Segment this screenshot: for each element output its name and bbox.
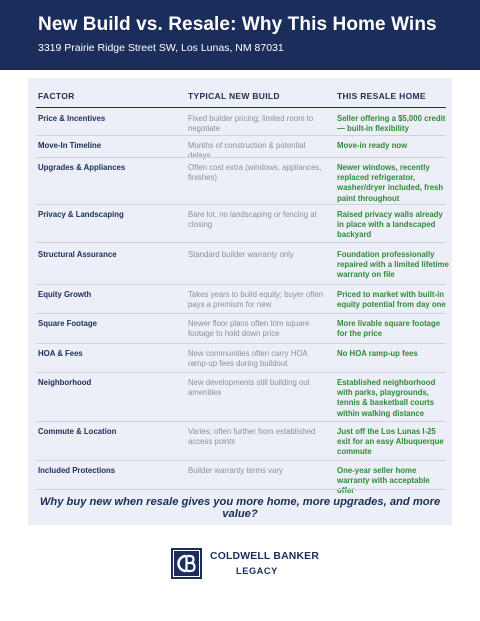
row-divider <box>36 135 446 136</box>
resale-cell: Newer windows, recently replaced refrigerator, washer/dryer included, fresh paint throughout <box>337 163 444 203</box>
new-build-cell: New communities often carry HOA ramp-up fees during buildout <box>188 349 308 369</box>
tagline: Why buy new when resale gives you more home, more upgrades, and more value? <box>39 496 441 520</box>
resale-cell: Raised privacy walls already in place with a landscaped backyard <box>337 210 443 240</box>
brand-office: LEGACY <box>236 566 278 576</box>
new-build-cell: Fixed builder pricing; limited room to negotiate <box>188 114 314 134</box>
resale-cell: Established neighborhood with parks, playgrounds, tennis & basketball courts within walking distance <box>337 378 436 418</box>
column-header-factor: FACTOR <box>38 91 75 101</box>
resale-cell: Priced to market with built-in equity potential from day one <box>337 290 446 310</box>
new-build-cell: Newer floor plans often trim square footage to hold down price <box>188 319 310 339</box>
new-build-cell: Builder warranty terms vary <box>188 466 283 475</box>
factor-cell: HOA & Fees <box>38 349 83 358</box>
row-divider <box>36 489 446 490</box>
factor-cell: Structural Assurance <box>38 250 117 259</box>
factor-cell: Move-In Timeline <box>38 141 102 150</box>
factor-cell: Equity Growth <box>38 290 92 299</box>
factor-cell: Neighborhood <box>38 378 92 387</box>
resale-cell: Just off the Los Lunas I-25 exit for an easy Albuquerque commute <box>337 427 444 457</box>
page-header <box>0 0 480 70</box>
resale-cell: Move-in ready now <box>337 141 408 150</box>
resale-cell: Foundation professionally repaired with a limited lifetime warranty on file <box>337 250 449 280</box>
row-divider <box>36 242 446 243</box>
row-divider <box>36 421 446 422</box>
new-build-cell: Months of construction & potential delays <box>188 141 306 161</box>
factor-cell: Privacy & Landscaping <box>38 210 124 219</box>
new-build-cell: Often cost extra (windows, appliances, finishes) <box>188 163 322 183</box>
resale-cell: Seller offering a $5,000 credit — built-in flexibility <box>337 114 446 134</box>
row-divider <box>36 204 446 205</box>
row-divider <box>36 157 446 158</box>
property-address: 3319 Prairie Ridge Street SW, Los Lunas, NM 87031 <box>38 42 284 54</box>
row-divider <box>36 343 446 344</box>
page-title: New Build vs. Resale: Why This Home Wins <box>38 14 437 35</box>
column-header-new-build: TYPICAL NEW BUILD <box>188 91 280 101</box>
resale-cell: No HOA ramp-up fees <box>337 349 418 358</box>
factor-cell: Price & Incentives <box>38 114 106 123</box>
row-divider <box>36 313 446 314</box>
column-header-resale: THIS RESALE HOME <box>337 91 426 101</box>
resale-cell: More livable square footage for the price <box>337 319 441 339</box>
factor-cell: Commute & Location <box>38 427 117 436</box>
comparison-table <box>28 78 452 525</box>
new-build-cell: New developments still building out amenities <box>188 378 310 398</box>
brand-name: COLDWELL BANKER <box>210 551 320 562</box>
row-divider <box>36 284 446 285</box>
cb-monogram-icon <box>171 548 202 579</box>
new-build-cell: Standard builder warranty only <box>188 250 294 259</box>
header-divider <box>36 107 446 108</box>
factor-cell: Square Footage <box>38 319 97 328</box>
new-build-cell: Takes years to build equity; buyer often pays a premium for new <box>188 290 324 310</box>
row-divider <box>36 372 446 373</box>
table-header <box>28 78 452 110</box>
row-divider <box>36 460 446 461</box>
factor-cell: Upgrades & Appliances <box>38 163 126 172</box>
factor-cell: Included Protections <box>38 466 116 475</box>
resale-cell: One-year seller home warranty with acceptable offer <box>337 466 430 496</box>
new-build-cell: Varies; often further from established access points <box>188 427 316 447</box>
new-build-cell: Bare lot, no landscaping or fencing at closing <box>188 210 317 230</box>
